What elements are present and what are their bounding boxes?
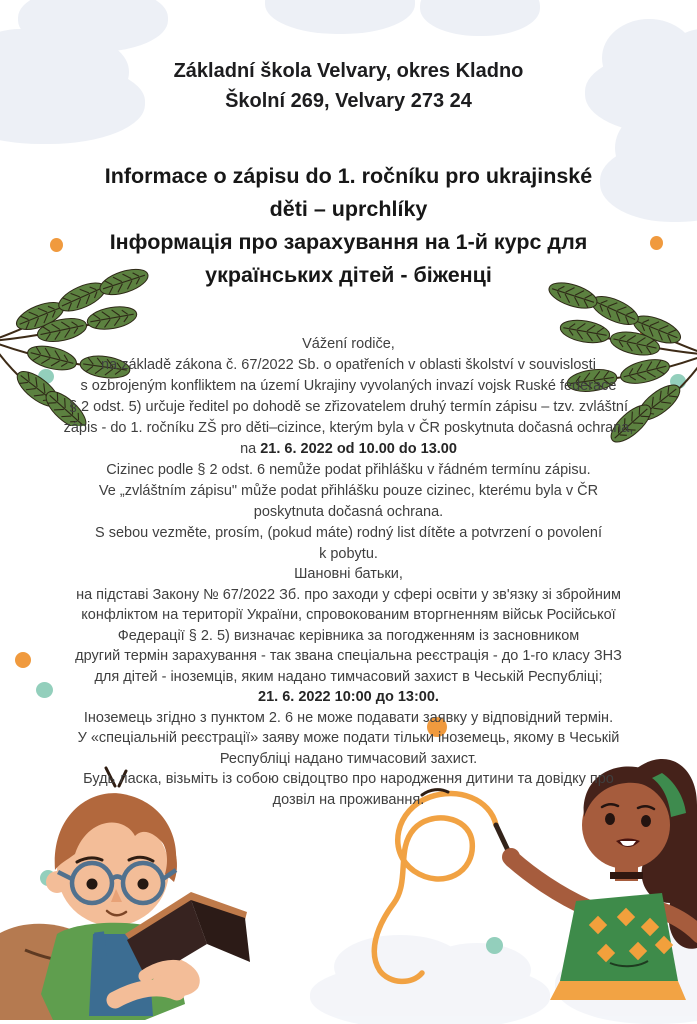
text-line: § 2 odst. 5) určuje ředitel po dohodě se zřizovatelem druhý termín zápisu – tzv. zvláštní	[68, 399, 629, 415]
text-line: 21. 6. 2022 10:00 до 13:00.	[258, 689, 439, 705]
text-line: Informace o zápisu do 1. ročníku pro ukrajinské	[104, 164, 593, 188]
school-name: Základní škola Velvary, okres Kladno	[173, 60, 524, 82]
text-line: na základě zákona č. 67/2022 Sb. o opatřeních v oblasti školství v souvislosti	[101, 357, 596, 373]
school-header	[0, 56, 697, 116]
text-line: дозвіл на проживання.	[272, 791, 425, 808]
text-line: для дітей - іноземців, яким надано тимчасовий захист в Чеській Республіці;	[94, 668, 603, 685]
text-line: Інформація про зарахування на 1-й курс для	[109, 230, 588, 254]
cloud-icon	[420, 0, 540, 36]
ukrainian-notice-text	[0, 564, 697, 810]
text-line: Республіці надано тимчасовий захист.	[219, 750, 478, 767]
cloud-icon	[265, 0, 415, 34]
text-line: на підставі Закону № 67/2022 Зб. про заходи у сфері освіти у зв'язку зі збройним	[76, 586, 621, 603]
school-address: Školní 269, Velvary 273 24	[225, 90, 472, 112]
text-line: У «спеціальній реєстрації» заяву може подати тільки іноземець, якому в Чеській	[77, 730, 620, 746]
text-line: k pobytu.	[319, 546, 378, 562]
text-line: poskytnuta dočasná ochrana.	[253, 504, 444, 520]
poster-title	[0, 160, 697, 292]
text-line: українських дітей - біженці	[205, 263, 492, 287]
text-line: конфліктом на території України, спровокованим вторгненням військ Російської	[81, 607, 616, 623]
text-line: Іноземець згідно з пунктом 2. 6 не може подавати заявку у відповідний термін.	[83, 709, 614, 726]
text-line: S sebou vezměte, prosím, (pokud máte) rodný list dítěte a potvrzení o povolení	[95, 525, 602, 541]
text-line: Vážení rodiče,	[302, 336, 395, 352]
text-line: zápis - do 1. ročníku ZŠ pro děti–cizince, kterým byla v ČR poskytnuta dočasná ochrana,	[63, 420, 634, 436]
czech-notice-text	[0, 334, 697, 565]
text-line: děti – uprchlíky	[269, 197, 428, 221]
text-line: na 21. 6. 2022 od 10.00 do 13.00	[240, 441, 457, 457]
text-line: другий термін зарахування - так звана спеціальна реєстрація - до 1-го класу ЗНЗ	[75, 648, 622, 664]
text-line: Ve „zvláštním zápisu" může podat přihlášku pouze cizinec, kterému byla v ČR	[98, 483, 599, 499]
text-line: Шановні батьки,	[294, 566, 403, 582]
text-line: s ozbrojeným konfliktem na území Ukrajiny vyvolaných invazí vojsk Ruské federace	[80, 378, 617, 394]
text-line: Cizinec podle § 2 odst. 6 nemůže podat přihlášku v řádném termínu zápisu.	[106, 462, 591, 478]
text-line: Федерації § 2. 5) визначає керівника за погодженням із засновником	[117, 627, 580, 644]
text-line: Будь ласка, візьміть із собою свідоцтво про народження дитини та довідку про	[83, 771, 614, 787]
